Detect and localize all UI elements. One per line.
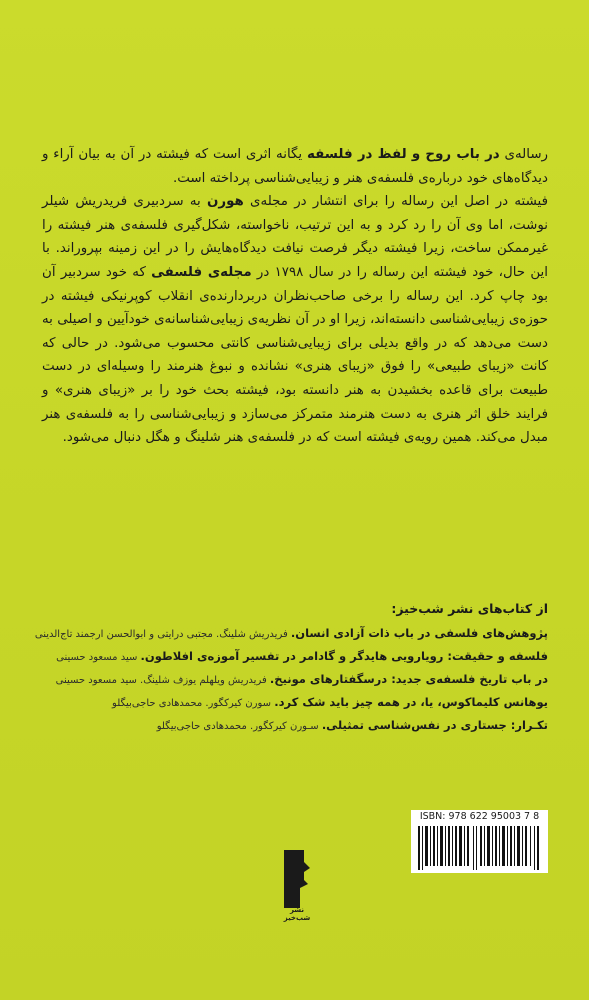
publisher-booklist xyxy=(34,601,548,741)
book-title: فلسفه و حقیقت: رویارویی هایدگر و گادامر در تفسیر آموزه‌ی افلاطون. xyxy=(140,649,548,663)
blurb-p2-suffix-2: که خود سردبیر آن بود چاپ کرد. این رساله را برخی صاحب‌نظران دربردارنده‌ی انقلاب کوپرنیکی فیشته در حوزه‌ی زیبایی‌شناسی دانسته‌اند، زیرا او در آن نظریه‌ی زیبایی‌شناسانه‌ی خودآیین و اصیلی به دست می‌دهد که در واقع بدیلی برای زیبایی‌شناسی کانتی محسوب می‌شود. در حالی که کانت «زیبای طبیعی» را فوق «زیبای هنری» نشانده و نبوغ هنرمند را وسیله‌ای در دست طبیعت برای قاعده بخشیدن به هنر دانسته بود، فیشته بحث خود را بر «زیبای هنری» و فرایند خلق اثر هنری به دست هنرمند متمرکز می‌سازد و زیبایی‌شناسی را به فلسفه‌ی هنر مبدل می‌کند. همین رویه‌ی فیشته است که در فلسفه‌ی هنر شلینگ و هگل دنبال می‌شود. xyxy=(42,264,548,446)
booklist-item xyxy=(42,649,548,665)
blurb-p2-prefix: فیشته در اصل این رساله را برای انتشار در مجله‌ی xyxy=(243,194,548,210)
blurb-p1-title: در باب روح و لفظ در فلسفه xyxy=(306,147,500,162)
blurb-paragraph-1 xyxy=(42,143,548,190)
book-author: سورن کیرکگور. محمدهادی حاجی‌بیگلو xyxy=(112,698,275,709)
blurb-paragraph-2 xyxy=(42,190,548,450)
book-author: سـورن کیرکگور. محمدهادی حاجی‌بیگلو xyxy=(156,721,322,732)
booklist-item xyxy=(42,718,548,734)
book-title: در باب تاریخ فلسفه‌ی جدید: درسگفتارهای مونیخ. xyxy=(269,672,548,686)
booklist-item xyxy=(42,672,548,688)
blurb-p1-prefix: رساله‌ی xyxy=(499,147,549,162)
blurb-text xyxy=(42,143,548,450)
blurb-p2-suffix: به سردبیری فریدریش شیلر نوشت، اما وی آن را رد کرد و به این ترتیب، ناخواسته، شکل‌گیری فلسفه‌ی هنر فیشته را غیرممکن ساخت، زیرا فیشته دیگر فرصت نیافت دیدگاه‌هایش را در این زمینه بپروراند. با این حال، خود فیشته این رساله را در سال ۱۷۹۸ در xyxy=(42,194,548,280)
booklist-item xyxy=(34,626,548,642)
booklist-header: از کتاب‌های نشر شب‌خیز: xyxy=(391,601,548,616)
book-author: سید مسعود حسینی xyxy=(56,652,141,663)
book-title: تکـرار: جستاری در نفس‌شناسی تمثیلی. xyxy=(321,718,548,732)
booklist-item xyxy=(42,695,548,711)
book-author: فریدریش شلینگ. مجتبی درایتی و ابوالحسن ارجمند تاج‌الدینی xyxy=(34,629,291,640)
book-author: فریدریش ویلهلم یوزف شلینگ. سید مسعود حسینی xyxy=(55,675,270,686)
blurb-p2-journal: هورن xyxy=(206,194,244,210)
book-title: پژوهش‌های فلسفی در باب ذات آزادی انسان. xyxy=(290,626,548,640)
isbn-label: ISBN: 978 622 95003 7 8 xyxy=(411,810,548,823)
blurb-p2-journal-2: مجله‌ی فلسفی xyxy=(151,264,252,280)
blurb-p1-suffix: یگانه اثری است که فیشته در آن به بیان آراء و دیدگاه‌های خود درباره‌ی فلسفه‌ی هنر و زیبایی‌شناسی پرداخته است. xyxy=(42,147,548,186)
publisher-logo-icon xyxy=(280,848,314,910)
barcode-icon xyxy=(418,826,540,870)
publisher-logo-text: نشر شب‌خیز xyxy=(283,906,311,922)
book-title: یوهانس کلیماکوس، یا، در همه چیز باید شک کرد. xyxy=(274,695,548,709)
